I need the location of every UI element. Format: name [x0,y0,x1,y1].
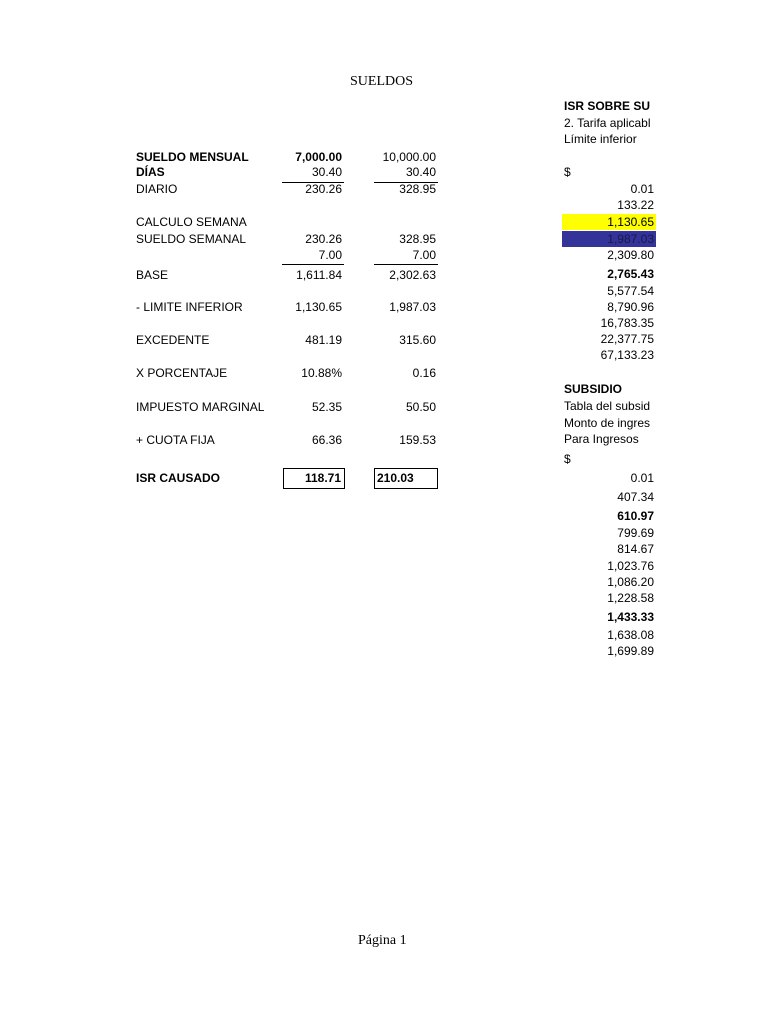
subsidio-heading: SUBSIDIO [564,382,623,396]
isr-row: 67,133.23 [600,348,654,362]
isr-row-highlight-yellow: 1,130.65 [607,215,654,229]
diario-value-1: 230.26 [305,182,342,196]
dias-label: DÍAS [136,165,165,179]
excedente-value-1: 481.19 [305,333,342,347]
subsidio-currency: $ [564,452,571,466]
impuesto-marginal-label: IMPUESTO MARGINAL [136,400,265,414]
isr-row-bold: 2,765.43 [607,267,654,281]
excedente-value-2: 315.60 [399,333,436,347]
subsidio-line-1: Tabla del subsid [564,399,651,413]
isr-causado-value-1: 118.71 [283,468,345,489]
subsidio-row: 1,086.20 [607,575,654,589]
porcentaje-label: X PORCENTAJE [136,366,228,380]
subsidio-line-3: Para Ingresos [564,432,639,446]
page-footer: Página 1 [358,933,407,948]
limite-inferior-value-1: 1,130.65 [295,300,342,314]
subsidio-row: 814.67 [617,542,654,556]
subsidio-line-2: Monto de ingres [564,416,651,430]
isr-row: 22,377.75 [600,332,654,346]
sueldo-mensual-value-1: 7,000.00 [295,150,342,164]
multiplicador-value-1: 7.00 [318,248,342,262]
base-value-2: 2,302.63 [389,268,436,282]
subsidio-row: 1,638.08 [607,628,654,642]
sueldo-mensual-value-2: 10,000.00 [382,150,436,164]
impuesto-marginal-value-2: 50.50 [405,400,436,414]
excedente-label: EXCEDENTE [136,333,210,347]
sueldo-mensual-label: SUELDO MENSUAL [136,150,249,164]
impuesto-marginal-value-1: 52.35 [311,400,342,414]
isr-causado-label: ISR CAUSADO [136,471,221,485]
dias-value-2: 30.40 [405,165,436,179]
multiplicador-value-2: 7.00 [412,248,436,262]
calculo-semana-label: CALCULO SEMANA [136,215,247,229]
isr-table-currency: $ [564,165,571,179]
sueldo-semanal-value-2: 328.95 [399,232,436,246]
isr-row: 133.22 [617,198,654,212]
base-value-1: 1,611.84 [296,268,342,282]
isr-row: 16,783.35 [600,316,654,330]
limite-inferior-label: - LIMITE INFERIOR [136,300,243,314]
isr-row-highlight-blue: 1,987.03 [607,232,654,246]
isr-row: 8,790.96 [607,300,654,314]
cuota-fija-label: + CUOTA FIJA [136,433,215,447]
subsidio-row: 1,023.76 [607,559,654,573]
isr-row: 0.01 [630,182,654,196]
subsidio-row: 1,699.89 [607,644,654,658]
porcentaje-value-1: 10.88% [301,366,342,380]
cuota-fija-value-2: 159.53 [399,433,436,447]
subsidio-row: 1,228.58 [607,591,654,605]
subsidio-row: 0.01 [630,471,654,485]
subsidio-row: 799.69 [617,526,654,540]
isr-causado-value-2: 210.03 [374,468,438,489]
limite-inferior-value-2: 1,987.03 [389,300,436,314]
sueldo-semanal-value-1: 230.26 [305,232,342,246]
sueldo-semanal-label: SUELDO SEMANAL [136,232,247,246]
isr-table-heading: ISR SOBRE SU [564,99,651,113]
isr-table-subtitle: 2. Tarifa aplicabl [564,116,651,130]
page-title: SUELDOS [350,74,414,89]
base-label: BASE [136,268,169,282]
isr-table-column-label: Límite inferior [564,132,637,146]
diario-value-2: 328.95 [399,182,436,196]
subsidio-row: 407.34 [617,490,654,504]
subsidio-row-bold: 610.97 [617,509,654,523]
porcentaje-value-2: 0.16 [412,366,436,380]
isr-row: 5,577.54 [607,284,654,298]
dias-value-1: 30.40 [311,165,342,179]
isr-row: 2,309.80 [607,248,654,262]
diario-label: DIARIO [136,182,178,196]
cuota-fija-value-1: 66.36 [311,433,342,447]
subsidio-row-bold: 1,433.33 [607,610,654,624]
